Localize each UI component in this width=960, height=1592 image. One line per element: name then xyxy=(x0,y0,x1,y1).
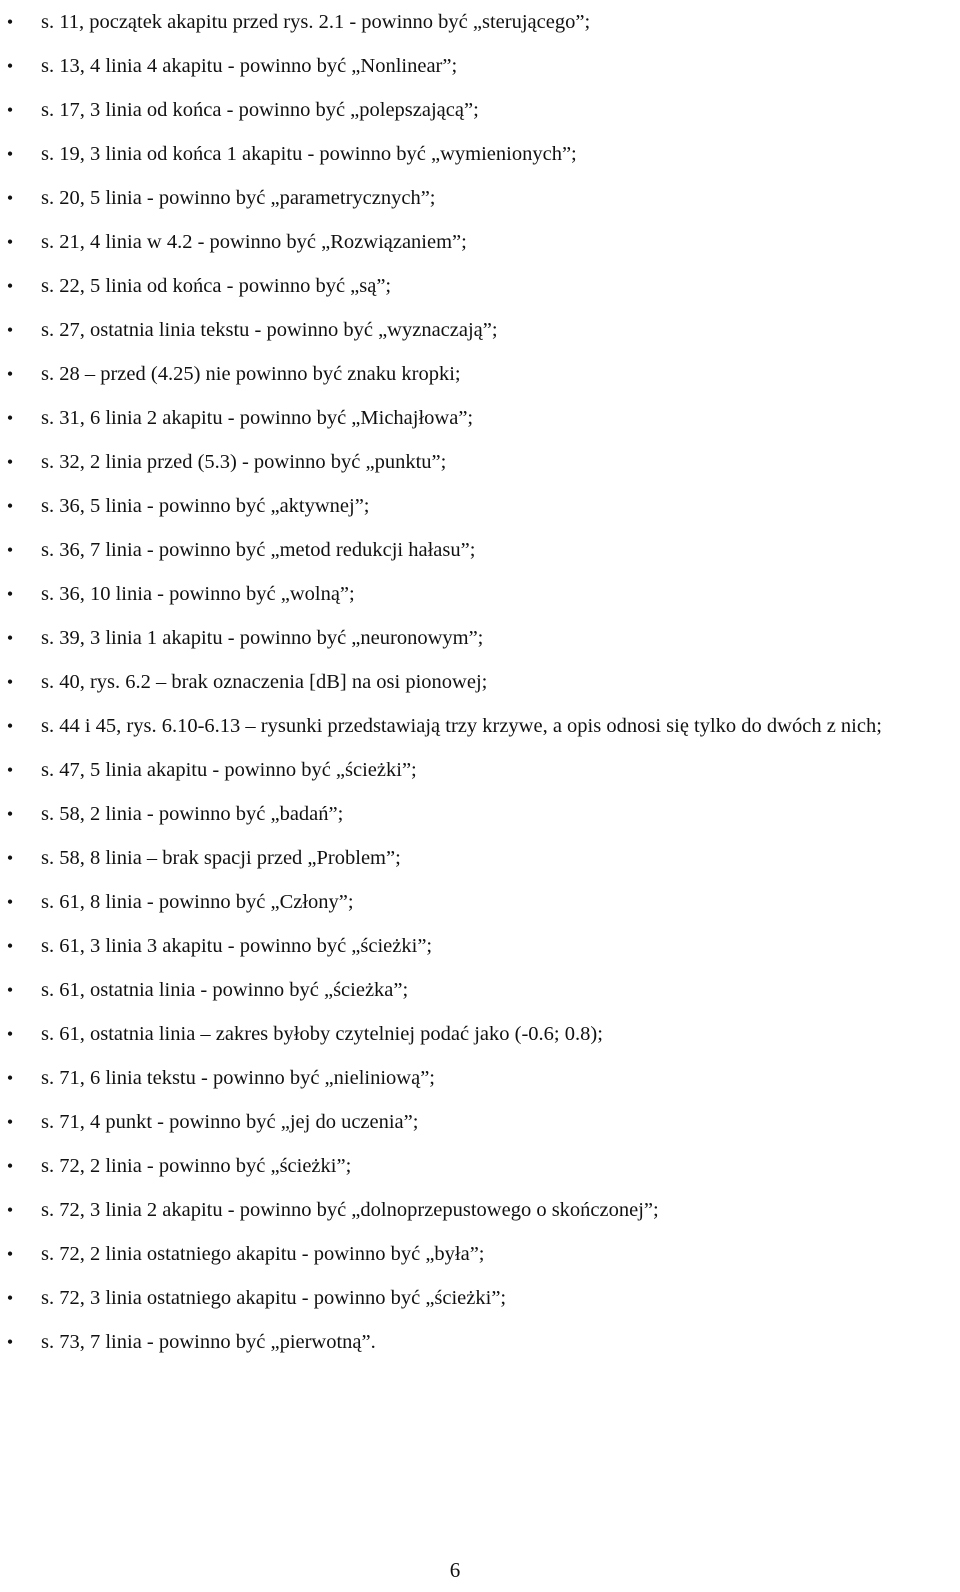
bullet-icon: • xyxy=(6,628,14,648)
bullet-icon: • xyxy=(6,1244,14,1264)
errata-item xyxy=(0,44,960,88)
errata-text: s. 73, 7 linia - powinno być „pierwotną”. xyxy=(41,1331,376,1353)
bullet-icon: • xyxy=(6,496,14,516)
bullet-icon: • xyxy=(6,980,14,1000)
errata-item xyxy=(0,1056,960,1100)
bullet-icon: • xyxy=(6,1288,14,1308)
errata-text: s. 72, 3 linia 2 akapitu - powinno być „dolnoprzepustowego o skończonej”; xyxy=(41,1199,659,1221)
errata-text: s. 36, 7 linia - powinno być „metod redukcji hałasu”; xyxy=(41,539,476,561)
bullet-icon: • xyxy=(6,144,14,164)
bullet-icon: • xyxy=(6,364,14,384)
errata-text: s. 28 – przed (4.25) nie powinno być znaku kropki; xyxy=(41,363,461,385)
errata-item xyxy=(0,1320,960,1364)
errata-item xyxy=(0,1232,960,1276)
errata-item xyxy=(0,748,960,792)
errata-text: s. 11, początek akapitu przed rys. 2.1 - powinno być „sterującego”; xyxy=(41,11,591,33)
errata-text: s. 13, 4 linia 4 akapitu - powinno być „Nonlinear”; xyxy=(41,55,458,77)
bullet-icon: • xyxy=(6,1200,14,1220)
bullet-icon: • xyxy=(6,188,14,208)
errata-item xyxy=(0,968,960,1012)
errata-item xyxy=(0,880,960,924)
errata-item xyxy=(0,528,960,572)
errata-item xyxy=(0,1276,960,1320)
errata-item xyxy=(0,88,960,132)
errata-item xyxy=(0,352,960,396)
errata-text: s. 22, 5 linia od końca - powinno być „są”; xyxy=(41,275,392,297)
bullet-icon: • xyxy=(6,100,14,120)
bullet-icon: • xyxy=(6,716,14,736)
errata-item xyxy=(0,264,960,308)
errata-text: s. 61, 3 linia 3 akapitu - powinno być „ścieżki”; xyxy=(41,935,433,957)
errata-text: s. 32, 2 linia przed (5.3) - powinno być „punktu”; xyxy=(41,451,447,473)
bullet-icon: • xyxy=(6,1332,14,1352)
errata-text: s. 61, ostatnia linia – zakres byłoby czytelniej podać jako (-0.6; 0.8); xyxy=(41,1023,603,1045)
bullet-icon: • xyxy=(6,1024,14,1044)
bullet-icon: • xyxy=(6,408,14,428)
errata-text: s. 44 i 45, rys. 6.10-6.13 – rysunki przedstawiają trzy krzywe, a opis odnosi się tylko do dwóch z nich; xyxy=(41,715,882,737)
errata-text: s. 20, 5 linia - powinno być „parametrycznych”; xyxy=(41,187,436,209)
errata-text: s. 36, 5 linia - powinno być „aktywnej”; xyxy=(41,495,370,517)
errata-item xyxy=(0,440,960,484)
errata-item xyxy=(0,0,960,44)
errata-item xyxy=(0,176,960,220)
errata-item xyxy=(0,1100,960,1144)
errata-text: s. 72, 2 linia ostatniego akapitu - powinno być „była”; xyxy=(41,1243,485,1265)
errata-text: s. 36, 10 linia - powinno być „wolną”; xyxy=(41,583,355,605)
errata-text: s. 72, 3 linia ostatniego akapitu - powinno być „ścieżki”; xyxy=(41,1287,507,1309)
errata-text: s. 31, 6 linia 2 akapitu - powinno być „Michajłowa”; xyxy=(41,407,474,429)
page-number: 6 xyxy=(449,1558,461,1582)
errata-item xyxy=(0,1012,960,1056)
errata-text: s. 72, 2 linia - powinno być „ścieżki”; xyxy=(41,1155,352,1177)
errata-item xyxy=(0,484,960,528)
errata-text: s. 17, 3 linia od końca - powinno być „polepszającą”; xyxy=(41,99,479,121)
bullet-icon: • xyxy=(6,540,14,560)
errata-item xyxy=(0,616,960,660)
bullet-icon: • xyxy=(6,760,14,780)
bullet-icon: • xyxy=(6,672,14,692)
bullet-icon: • xyxy=(6,804,14,824)
errata-item xyxy=(0,836,960,880)
errata-text: s. 39, 3 linia 1 akapitu - powinno być „neuronowym”; xyxy=(41,627,484,649)
errata-text: s. 61, ostatnia linia - powinno być „ścieżka”; xyxy=(41,979,409,1001)
bullet-icon: • xyxy=(6,56,14,76)
bullet-icon: • xyxy=(6,232,14,252)
bullet-icon: • xyxy=(6,936,14,956)
bullet-icon: • xyxy=(6,452,14,472)
bullet-icon: • xyxy=(6,320,14,340)
errata-item xyxy=(0,792,960,836)
errata-item xyxy=(0,132,960,176)
bullet-icon: • xyxy=(6,584,14,604)
bullet-icon: • xyxy=(6,12,14,32)
bullet-icon: • xyxy=(6,1156,14,1176)
errata-text: s. 21, 4 linia w 4.2 - powinno być „Rozwiązaniem”; xyxy=(41,231,467,253)
errata-text: s. 27, ostatnia linia tekstu - powinno być „wyznaczają”; xyxy=(41,319,498,341)
errata-text: s. 71, 6 linia tekstu - powinno być „nieliniową”; xyxy=(41,1067,435,1089)
errata-text: s. 47, 5 linia akapitu - powinno być „ścieżki”; xyxy=(41,759,417,781)
bullet-icon: • xyxy=(6,1112,14,1132)
errata-item xyxy=(0,924,960,968)
errata-item xyxy=(0,704,960,748)
errata-text: s. 58, 2 linia - powinno być „badań”; xyxy=(41,803,344,825)
errata-item xyxy=(0,1144,960,1188)
bullet-icon: • xyxy=(6,1068,14,1088)
errata-text: s. 71, 4 punkt - powinno być „jej do uczenia”; xyxy=(41,1111,419,1133)
errata-item xyxy=(0,1188,960,1232)
errata-item xyxy=(0,396,960,440)
errata-item xyxy=(0,220,960,264)
errata-item xyxy=(0,572,960,616)
errata-text: s. 61, 8 linia - powinno być „Człony”; xyxy=(41,891,354,913)
bullet-icon: • xyxy=(6,848,14,868)
bullet-icon: • xyxy=(6,892,14,912)
errata-text: s. 58, 8 linia – brak spacji przed „Problem”; xyxy=(41,847,401,869)
errata-item xyxy=(0,660,960,704)
errata-text: s. 40, rys. 6.2 – brak oznaczenia [dB] na osi pionowej; xyxy=(41,671,488,693)
bullet-icon: • xyxy=(6,276,14,296)
errata-text: s. 19, 3 linia od końca 1 akapitu - powinno być „wymienionych”; xyxy=(41,143,577,165)
errata-item xyxy=(0,308,960,352)
